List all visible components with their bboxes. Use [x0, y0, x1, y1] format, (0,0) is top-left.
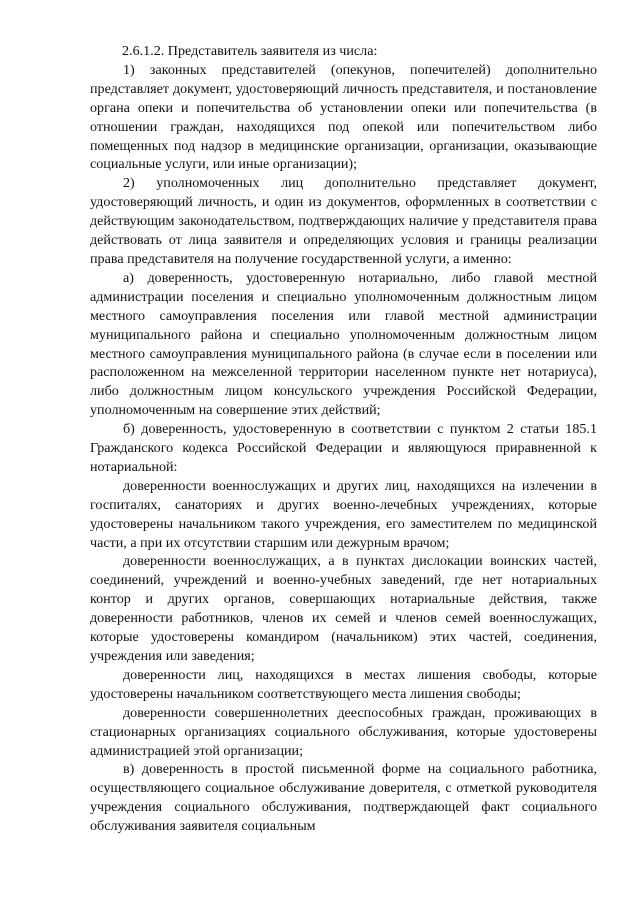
paragraph-authorized-persons: 2) уполномоченных лиц дополнительно представляет документ, удостоверяющий личность, и один из документов, оформленных в соответствии с действующим законодательством, подтверждающих наличие у представителя права действовать от лица заявителя и определяющих условия и границы реализации права представителя на получение государственной услуги, а именно:	[90, 175, 597, 267]
paragraph-places-of-detention: доверенности лиц, находящихся в местах лишения свободы, которые удостоверены начальником соответствующего места лишения свободы;	[90, 666, 597, 702]
paragraph-military-hospital: доверенности военнослужащих и других лиц, находящихся на излечении в госпиталях, санаториях и других военно-лечебных учреждениях, которые удостоверены начальником такого учреждения, его заместителем по медицинской части, а при их отсутствии старшим или дежурным врачом;	[90, 477, 597, 551]
paragraph-legal-representatives: 1) законных представителей (опекунов, попечителей) дополнительно представляет документ, удостоверяющий личность представителя, и постановление органа опеки и попечительства об установлении опеки или попечительства (в отношении граждан, находящихся под опекой или попечительством либо помещенных под надзор в медицинские организации, организации, оказывающие социальные услуги, или иные организации);	[90, 61, 597, 173]
paragraph-notarized-power-of-attorney: а) доверенность, удостоверенную нотариально, либо главой местной администрации поселения и специально уполномоченным должностным лицом местного самоуправления поселения или главой местной администрации муниципального района и специально уполномоченным должностным лицом местного самоуправления муниципального района (в случае если в поселении или расположенном на межселенной территории населенном пункте нет нотариуса), либо должностным лицом консульского учреждения Российской Федерации, уполномоченным на совершение этих действий;	[90, 269, 597, 419]
document-body	[90, 42, 597, 836]
paragraph-social-worker: в) доверенность в простой письменной форме на социального работника, осуществляющего социальное обслуживание доверителя, с отметкой руководителя учреждения социального обслуживания, подтверждающей факт социального обслуживания заявителя социальным	[90, 761, 597, 835]
paragraph-military-units: доверенности военнослужащих, а в пунктах дислокации воинских частей, соединений, учреждений и военно-учебных заведений, где нет нотариальных контор и других органов, совершающих нотариальные действия, также доверенности работников, членов их семей и членов семей военнослужащих, которые удостоверены командиром (начальником) этих частей, соединения, учреждения или заведения;	[90, 553, 597, 664]
section-heading: 2.6.1.2. Представитель заявителя из числа:	[122, 43, 378, 59]
paragraph-social-care-residents: доверенности совершеннолетних дееспособных граждан, проживающих в стационарных организациях социального обслуживания, которые удостоверены администрацией этой организации;	[90, 704, 597, 759]
paragraph-equivalent-power-of-attorney: б) доверенность, удостоверенную в соответствии с пунктом 2 статьи 185.1 Гражданского кодекса Российской Федерации и являющуюся приравненной к нотариальной:	[90, 421, 597, 475]
